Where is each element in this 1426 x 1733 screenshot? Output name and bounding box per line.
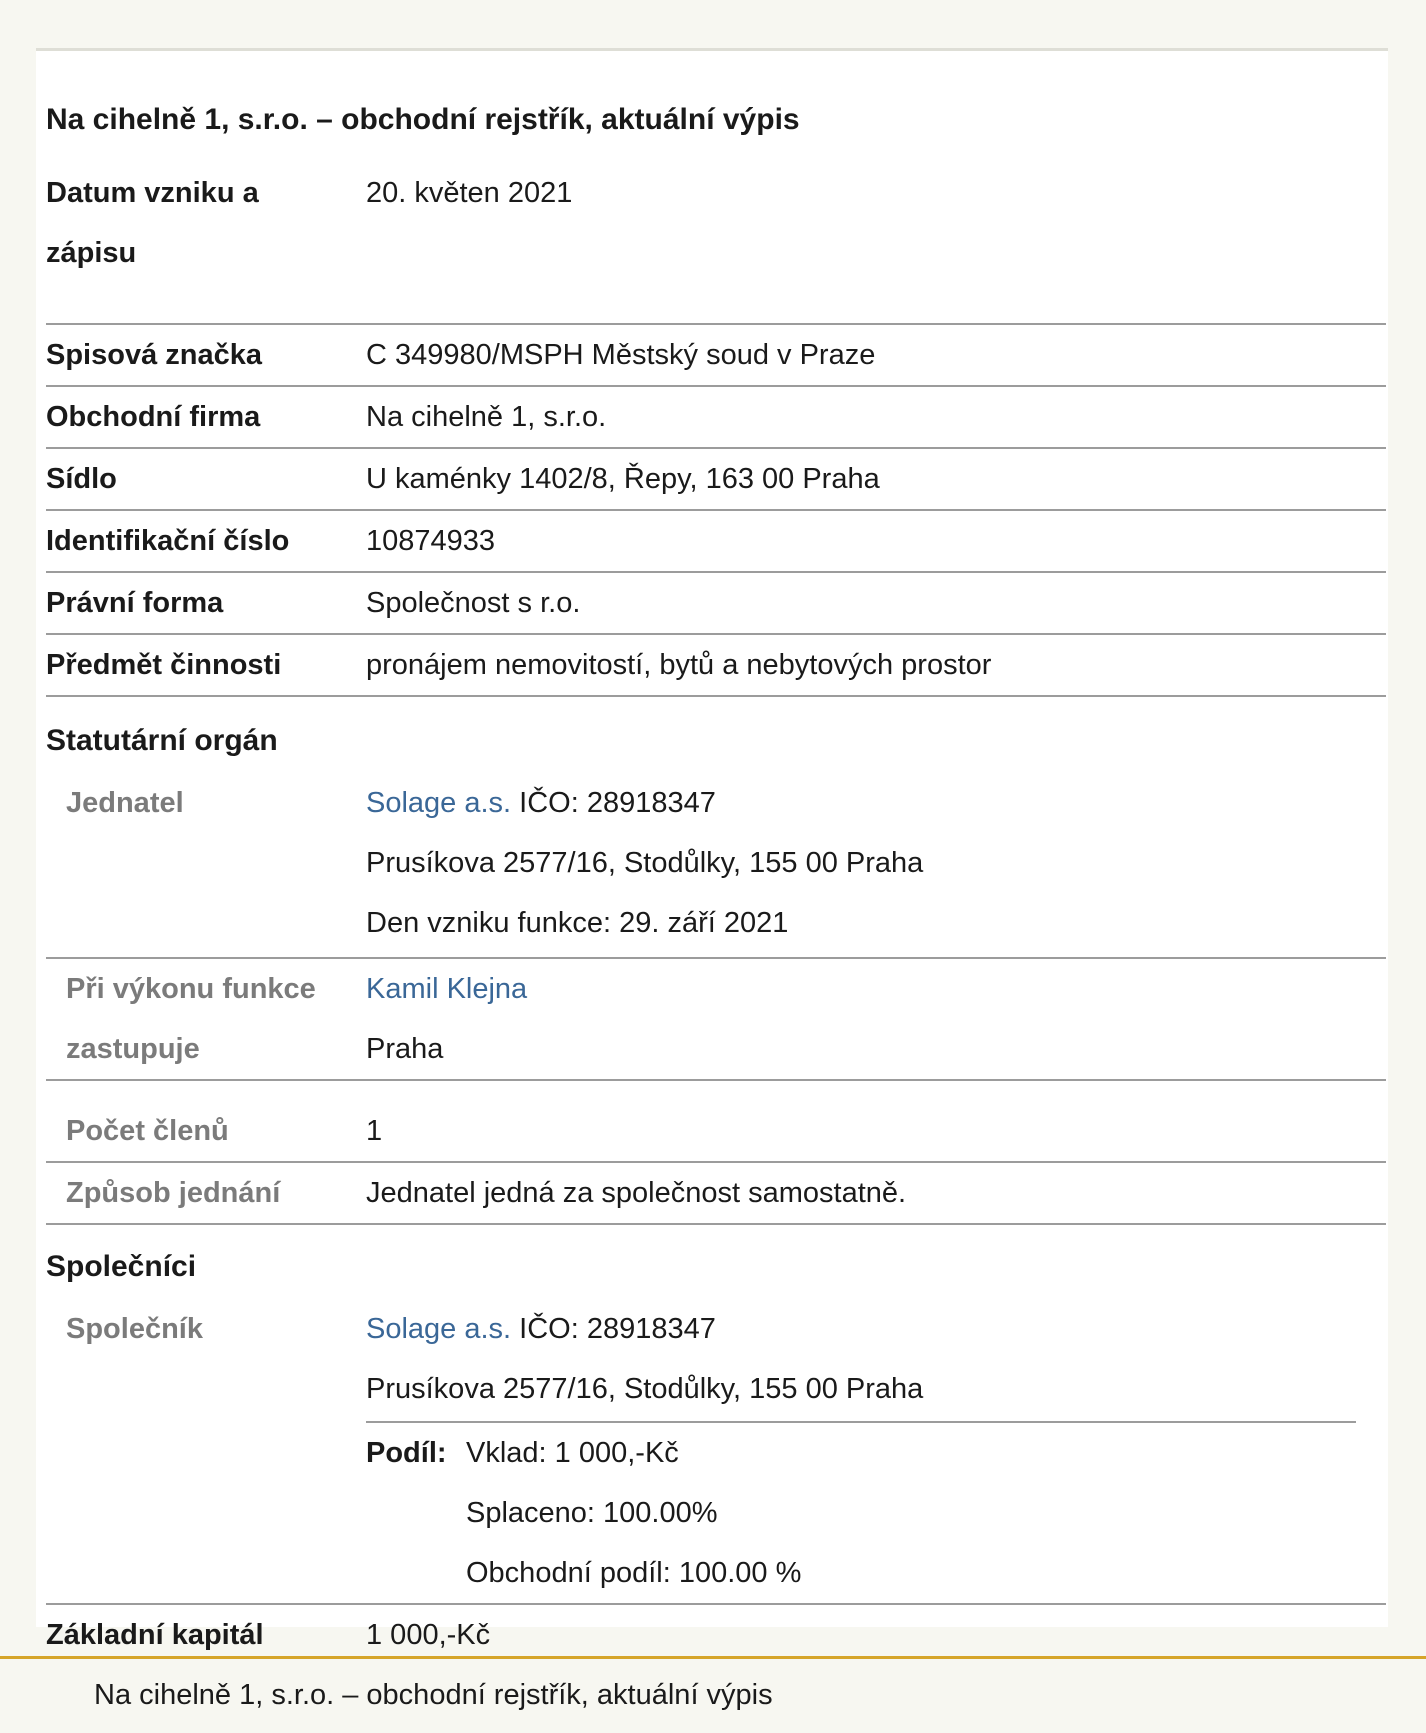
section-spolecnici: Společníci [46, 1250, 197, 1283]
label-pravni-forma: Právní forma [46, 587, 224, 619]
jednatel-address: Prusíkova 2577/16, Stodůlky, 155 00 Praha [366, 847, 924, 879]
label-identifikacni-cislo: Identifikační číslo [46, 525, 290, 557]
row-zastupuje [46, 959, 1386, 1081]
zastupuje-person-link[interactable]: Kamil Klejna [366, 973, 528, 1005]
row-spisova-znacka [46, 325, 1386, 387]
value-zakladni-kapital: 1 000,-Kč [366, 1619, 491, 1651]
jednatel-den-vzniku: Den vzniku funkce: 29. září 2021 [366, 907, 789, 939]
label-zpusob-jednani: Způsob jednání [66, 1177, 281, 1209]
value-pocet-clenu: 1 [366, 1115, 383, 1147]
spolecnik-company-link[interactable]: Solage a.s. [366, 1313, 512, 1345]
label-datum-vzniku-line2: zápisu [46, 237, 137, 269]
zastupuje-city: Praha [366, 1033, 444, 1065]
row-spolecnik [46, 1299, 1386, 1605]
value-predmet-cinnosti: pronájem nemovitostí, bytů a nebytových prostor [366, 649, 992, 681]
row-pocet-clenu [46, 1081, 1386, 1163]
value-zpusob-jednani: Jednatel jedná za společnost samostatně. [366, 1177, 907, 1209]
label-spolecnik: Společník [66, 1313, 203, 1345]
spolecnik-name-line [366, 1299, 716, 1359]
section-statutarni-organ: Statutární orgán [46, 724, 278, 757]
row-predmet-cinnosti [46, 635, 1386, 697]
row-sidlo [46, 449, 1386, 511]
label-zastupuje-line2: zastupuje [66, 1033, 200, 1065]
value-sidlo: U kaménky 1402/8, Řepy, 163 00 Praha [366, 463, 880, 495]
row-identifikacni-cislo [46, 511, 1386, 573]
page-title: Na cihelně 1, s.r.o. – obchodní rejstřík, aktuální výpis [46, 103, 800, 136]
label-jednatel: Jednatel [66, 787, 184, 819]
podil-splaceno: Splaceno: 100.00% [466, 1497, 718, 1529]
row-jednatel [46, 773, 1386, 959]
label-datum-vzniku-line1: Datum vzniku a [46, 177, 259, 209]
spolecnik-ico: IČO: 28918347 [519, 1313, 716, 1345]
row-datum-vzniku [46, 159, 1386, 325]
jednatel-company-link[interactable]: Solage a.s. [366, 787, 512, 819]
spolecnik-address: Prusíkova 2577/16, Stodůlky, 155 00 Praha [366, 1373, 924, 1405]
label-datum-vzniku [46, 163, 346, 283]
value-pravni-forma: Společnost s r.o. [366, 587, 581, 619]
row-pravni-forma [46, 573, 1386, 635]
podil-label: Podíl: [366, 1437, 447, 1469]
value-obchodni-firma: Na cihelně 1, s.r.o. [366, 401, 607, 433]
jednatel-name-line [366, 773, 716, 833]
label-obchodni-firma: Obchodní firma [46, 401, 261, 433]
register-extract-card [36, 48, 1388, 1651]
page-footer [0, 1656, 1426, 1733]
value-datum-vzniku: 20. květen 2021 [366, 177, 573, 209]
label-sidlo: Sídlo [46, 463, 117, 495]
zastupuje-name-line [366, 959, 527, 1019]
jednatel-ico: IČO: 28918347 [519, 787, 716, 819]
row-zpusob-jednani [46, 1163, 1386, 1225]
label-spisova-znacka: Spisová značka [46, 339, 262, 371]
footer-text: Na cihelně 1, s.r.o. – obchodní rejstřík, aktuální výpis [94, 1679, 773, 1711]
row-obchodni-firma [46, 387, 1386, 449]
podil-obchodni-podil: Obchodní podíl: 100.00 % [466, 1557, 802, 1589]
label-zastupuje [66, 959, 356, 1079]
label-pocet-clenu: Počet členů [66, 1115, 229, 1147]
label-zakladni-kapital: Základní kapitál [46, 1619, 264, 1651]
podil-vklad: Vklad: 1 000,-Kč [466, 1437, 679, 1469]
value-identifikacni-cislo: 10874933 [366, 525, 496, 557]
value-spisova-znacka: C 349980/MSPH Městský soud v Praze [366, 339, 876, 371]
label-zastupuje-line1: Při výkonu funkce [66, 973, 316, 1005]
label-predmet-cinnosti: Předmět činnosti [46, 649, 282, 681]
